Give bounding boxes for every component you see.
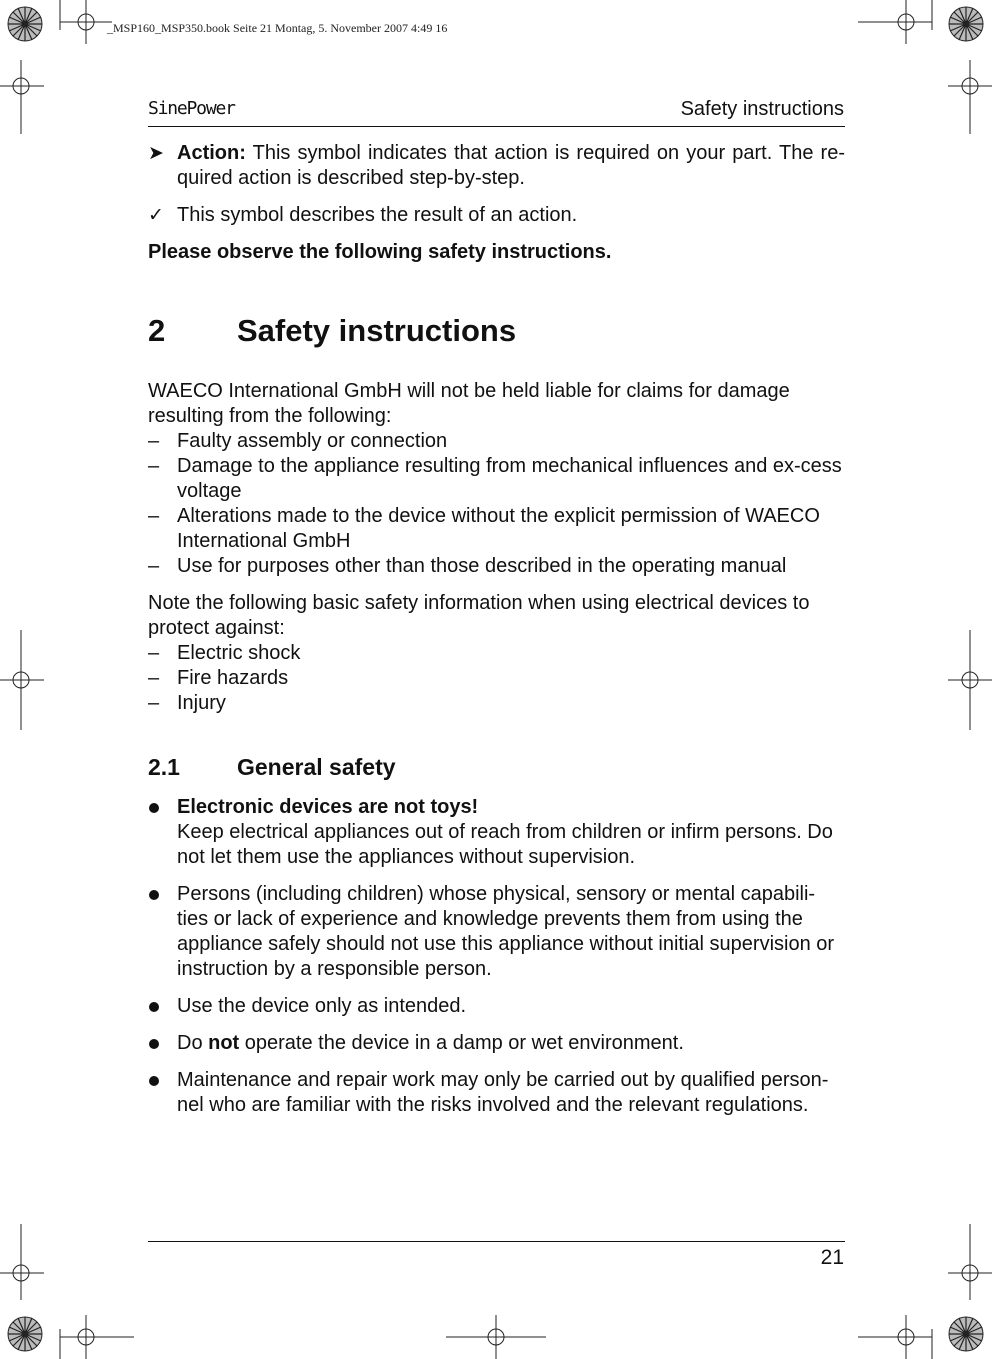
footer-rule — [148, 1241, 845, 1242]
dash-marker: – — [148, 642, 160, 664]
list-item: – Injury — [148, 692, 226, 714]
list-item: – Damage to the appliance resulting from mechanical influences and ex-cess voltage — [148, 455, 842, 502]
list-item — [148, 1068, 845, 1118]
list-item: – Electric shock — [148, 642, 301, 664]
dash-marker: – — [148, 505, 160, 527]
crosshair-mark — [0, 60, 44, 134]
dash-marker: – — [148, 667, 160, 689]
action-label: Action: — [177, 142, 246, 164]
item-text: Use the device only as intended. — [177, 995, 467, 1017]
bullet-dot — [149, 1039, 159, 1049]
item-text: Persons (including children) whose physical, sensory or mental capabili-ties or lack of experience and knowledge prevents them from using the appliance safely should not use this appliance without initial supervision or instruction by a responsible person. — [177, 883, 835, 980]
observe-note: Please observe the following safety instructions. — [148, 241, 612, 263]
list-item — [148, 795, 845, 870]
result-text: This symbol describes the result of an action. — [177, 204, 578, 226]
bullet-dot — [149, 1002, 159, 1012]
header-section-title: Safety instructions — [680, 98, 844, 120]
check-icon: ✓ — [148, 205, 164, 226]
print-slug: _MSP160_MSP350.book Seite 21 Montag, 5. November 2007 4:49 16 — [107, 21, 448, 35]
action-text: This symbol indicates that action is required on your part. The re-quired action is described step-by-step. — [177, 142, 845, 189]
intro-block — [148, 141, 845, 265]
crosshair-mark — [858, 1315, 932, 1359]
dash-marker: – — [148, 555, 160, 577]
starburst-mark — [949, 7, 983, 41]
list-item: – Faulty assembly or connection — [148, 430, 448, 452]
crosshair-mark — [0, 630, 44, 730]
list-item: Do not operate the device in a damp or wet environment. — [148, 1031, 845, 1056]
starburst-mark — [949, 1317, 983, 1351]
crosshair-mark — [948, 60, 992, 134]
page-number: 21 — [820, 1246, 844, 1269]
general-safety-list — [148, 795, 845, 1118]
list-item: – Use for purposes other than those described in the operating manual — [148, 555, 787, 577]
header-rule — [148, 126, 845, 127]
list-item — [148, 994, 845, 1019]
liability-block — [148, 379, 845, 716]
bullet-dot — [149, 890, 159, 900]
crosshair-mark — [446, 1315, 546, 1359]
starburst-mark — [8, 7, 42, 41]
emphasis-not: not — [208, 1032, 240, 1054]
starburst-mark — [8, 1317, 42, 1351]
crosshair-mark — [60, 1315, 134, 1359]
crosshair-mark — [0, 1224, 44, 1300]
section-title: General safety — [237, 754, 396, 780]
section-number: 2.1 — [148, 754, 180, 780]
dash-marker: – — [148, 455, 160, 477]
bullet-dot — [149, 803, 159, 813]
item-text: Maintenance and repair work may only be carried out by qualified person-nel who are familiar with the risks involved and the relevant regulations. — [177, 1069, 829, 1116]
basic-info-intro: Note the following basic safety information when using electrical devices to protect against: — [148, 592, 810, 639]
crosshair-mark — [948, 630, 992, 730]
dash-marker: – — [148, 430, 160, 452]
chapter-number: 2 — [148, 313, 166, 348]
liability-intro: WAECO International GmbH will not be held liable for claims for damage resulting from the following: — [148, 380, 790, 427]
arrow-right-icon: ➤ — [148, 143, 164, 164]
item-text: Keep electrical appliances out of reach from children or infirm persons. Do not let them use the appliances without supervision. — [177, 821, 833, 868]
result-item — [148, 203, 845, 228]
crosshair-mark — [948, 1224, 992, 1300]
header-brand: SinePower — [148, 98, 235, 119]
list-item — [148, 882, 845, 982]
item-title: Electronic devices are not toys! — [177, 796, 479, 818]
bullet-dot — [149, 1076, 159, 1086]
dash-marker: – — [148, 692, 160, 714]
action-item — [148, 141, 845, 191]
crosshair-mark — [60, 0, 112, 44]
chapter-title: Safety instructions — [237, 313, 517, 348]
list-item: – Fire hazards — [148, 667, 289, 689]
crosshair-mark — [858, 0, 932, 44]
list-item: – Alterations made to the device without the explicit permission of WAECO International GmbH — [148, 505, 820, 552]
